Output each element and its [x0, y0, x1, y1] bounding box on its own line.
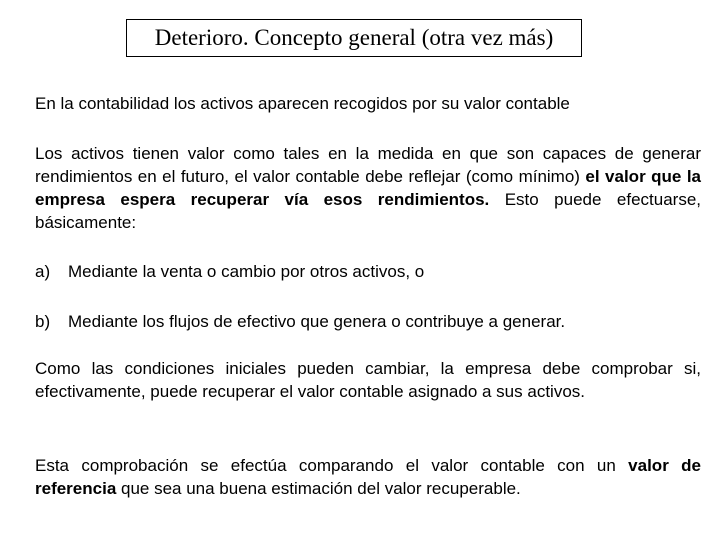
paragraph-check [35, 454, 701, 500]
slide-title [126, 19, 582, 57]
paragraph-check-bold: valor de referencia [35, 456, 701, 498]
paragraph-value-part1: Los activos tienen valor como tales en la medida en que son capaces de generar rendimientos en el futuro, el valor contable debe reflejar (como mínimo) [35, 144, 701, 186]
list-text-a: Mediante la venta o cambio por otros activos, o [68, 262, 425, 281]
list-text-b: Mediante los flujos de efectivo que genera o contribuye a generar. [68, 312, 566, 331]
paragraph-intro: En la contabilidad los activos aparecen recogidos por su valor contable [35, 94, 570, 113]
paragraph-value-part2: Esto puede efectuarse, básicamente: [35, 190, 701, 232]
slide-title-text: Deterioro. Concepto general (otra vez más) [154, 25, 554, 50]
paragraph-check-part2: que sea una buena estimación del valor recuperable. [116, 479, 521, 498]
paragraph-conditions: Como las condiciones iniciales pueden cambiar, la empresa debe comprobar si, efectivamente, puede recuperar el valor contable asignado a sus activos. [35, 359, 701, 401]
list-item-a [35, 260, 701, 283]
paragraph-value [35, 142, 701, 234]
paragraph-value-bold: el valor que la empresa espera recuperar vía esos rendimientos. [35, 167, 701, 209]
list-marker-b: b) [35, 312, 51, 331]
list-item-b [35, 310, 701, 333]
list-marker-a: a) [35, 262, 51, 281]
paragraph-check-part1: Esta comprobación se efectúa comparando el valor contable con un [35, 456, 629, 475]
